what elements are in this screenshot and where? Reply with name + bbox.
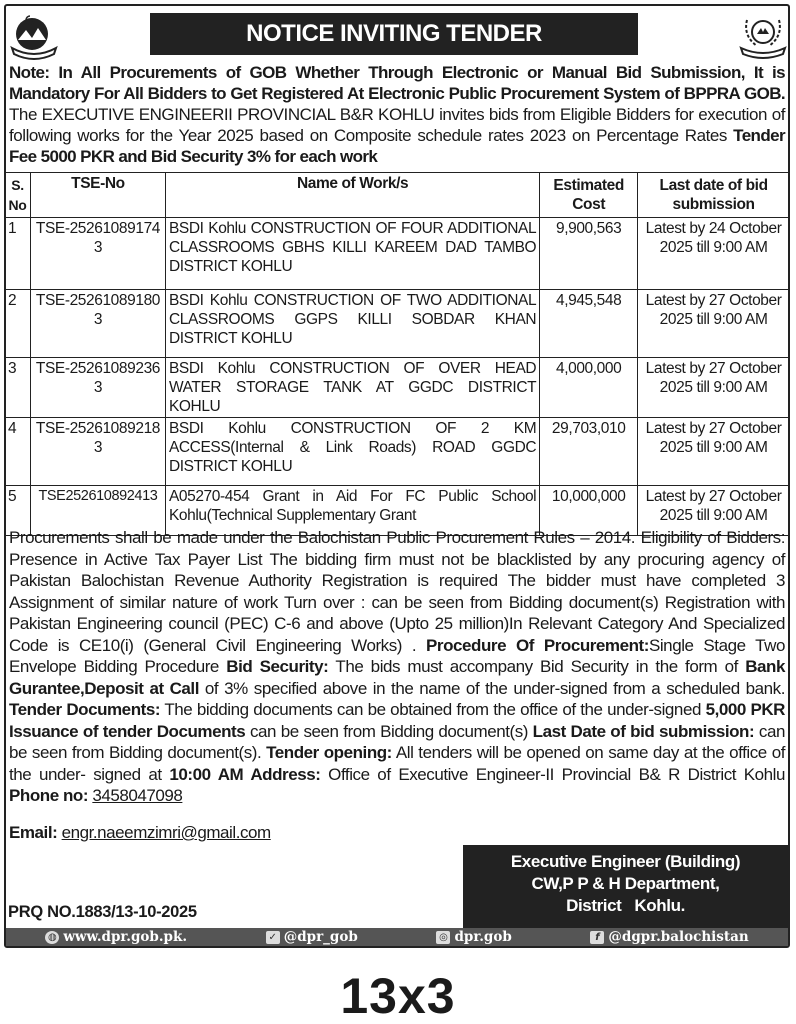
- ad-size-code: 13x3: [340, 968, 456, 1024]
- table-header-row: [5, 173, 790, 218]
- opening-time-address-label: 10:00 AM Address:: [169, 764, 321, 784]
- header-sno: S. No: [5, 173, 31, 218]
- header-estimated-cost: Estimated Cost: [540, 173, 638, 218]
- balochistan-government-emblem-icon: [8, 10, 60, 62]
- tender-fee-text: Tender Fee 5000 PKR and Bid Security 3% for each work: [9, 126, 785, 166]
- row-work-name: A05270-454 Grant in Aid For FC Public School Kohlu(Technical Supplementary Grant: [165, 486, 539, 536]
- row-work-name: BSDI Kohlu CONSTRUCTION OF 2 KM ACCESS(Internal & Link Roads) ROAD GGDC DISTRICT KOHLU: [165, 418, 539, 486]
- footer-contact-bar: [6, 928, 788, 946]
- email-label: Email:: [9, 823, 58, 842]
- tender-opening-text: All tenders will be opened on same day at the office of the under- signed at: [9, 743, 785, 784]
- signature-department: CW,P P & H Department,: [531, 874, 720, 893]
- table-row: [5, 218, 790, 290]
- table-row: [5, 290, 790, 358]
- twitter-handle: @dpr_gob: [283, 929, 358, 945]
- globe-icon: ◍: [45, 931, 59, 944]
- facebook-icon: f: [590, 931, 604, 944]
- table-row: [5, 358, 790, 418]
- footer-instagram[interactable]: [436, 928, 511, 946]
- row-work-name: BSDI Kohlu CONSTRUCTION OF TWO ADDITIONAL CLASSROOMS GGPS KILLI SOBDAR KHAN DISTRICT KOHLU: [165, 290, 539, 358]
- prq-number: PRQ NO.1883/13-10-2025: [8, 903, 197, 921]
- notice-title: NOTICE INVITING TENDER: [150, 13, 638, 55]
- website-text: www.dpr.gob.pk.: [63, 929, 188, 945]
- row-tse-no: TSE-252610891743: [30, 218, 165, 290]
- tender-documents-label: Tender Documents:: [9, 700, 161, 719]
- row-last-date: Latest by 27 October 2025 till 9:00 AM: [638, 486, 790, 536]
- row-tse-no: TSE-252610892363: [30, 358, 165, 418]
- row-estimated-cost: 4,945,548: [540, 290, 638, 358]
- row-sno: 1: [5, 218, 31, 290]
- header-last-date: Last date of bid submission: [638, 173, 790, 218]
- signature-block: [463, 845, 788, 928]
- row-last-date: Latest by 27 October 2025 till 9:00 AM: [638, 358, 790, 418]
- issuance-fee-text: 5,000 PKR Issuance of tender Documents: [9, 700, 786, 741]
- header-tse-no: TSE-No: [30, 173, 165, 218]
- tender-works-table: [4, 172, 790, 536]
- bid-security-label: Bid Security:: [226, 657, 329, 676]
- footer-website[interactable]: [45, 928, 187, 946]
- footer-facebook[interactable]: [590, 928, 748, 946]
- intro-paragraph: [9, 62, 785, 167]
- twitter-icon: ✓: [266, 931, 280, 944]
- email-line: [9, 823, 271, 843]
- table-row: [5, 418, 790, 486]
- terms-paragraph: [9, 527, 785, 807]
- row-last-date: Latest by 24 October 2025 till 9:00 AM: [638, 218, 790, 290]
- instagram-icon: ◎: [436, 931, 450, 944]
- signature-district: District Kohlu.: [566, 896, 685, 915]
- row-sno: 4: [5, 418, 31, 486]
- row-estimated-cost: 4,000,000: [540, 358, 638, 418]
- phone-label: Phone no:: [9, 786, 89, 805]
- bid-security-text: The bids must accompany Bid Security in the form of: [328, 657, 746, 676]
- eligibility-text: Procurements shall be made under the Balochistan Public Procurement Rules – 2014. Eligibility of Bidders: Presence in Active Tax Payer List The bidding firm must not be blacklisted by any procuring agency of Pakistan Balochistan Revenue Authority Registration is required The bidder must have completed 3 Assignment of similar nature of work Turn over : can be seen from Bidding document(s) Registration with Pakistan Engineering council (PEC) C-6 and above (Upto 25 million)In Relevant Category And Specialized Code is CE10(i) (General Civil Engineering Works) .: [9, 528, 785, 655]
- row-estimated-cost: 9,900,563: [540, 218, 638, 290]
- signature-title: Executive Engineer (Building): [510, 852, 741, 871]
- email-link[interactable]: engr.naeemzimri@gmail.com: [61, 823, 271, 842]
- facebook-handle: @dgpr.balochistan: [608, 929, 749, 945]
- procedure-text: Single Stage Two Envelope Bidding Procedure: [9, 635, 785, 676]
- row-tse-no: TSE-252610892183: [30, 418, 165, 486]
- row-sno: 3: [5, 358, 31, 418]
- row-sno: 2: [5, 290, 31, 358]
- row-last-date: Latest by 27 October 2025 till 9:00 AM: [638, 418, 790, 486]
- registration-note: Note: In All Procurements of GOB Whether Through Electronic or Manual Bid Submission, It is Mandatory For All Bidders to Get Registered At Electronic Public Procurement System of BPPRA GOB.: [9, 63, 785, 103]
- bid-security-text-2: of 3% specified above in the name of the under-signed from a scheduled bank.: [198, 678, 785, 698]
- bank-guarantee-text: Bank Gurantee,Deposit at Call: [9, 657, 785, 698]
- tender-documents-text-2: can be seen from Bidding document(s): [245, 721, 533, 741]
- intro-text: The EXECUTIVE ENGINEERII PROVINCIAL B&R KOHLU invites bids from Eligible Bidders for execution of following works for the Year 2025 based on Composite schedule rates 2023 on Percentage Rates: [9, 105, 785, 145]
- row-tse-no: TSE252610892413: [30, 486, 165, 536]
- row-estimated-cost: 29,703,010: [540, 418, 638, 486]
- dgpr-emblem-icon: [737, 10, 789, 62]
- procedure-label: Procedure Of Procurement:: [426, 635, 649, 655]
- tender-documents-text: The bidding documents can be obtained from the office of the under-signed: [160, 700, 706, 719]
- header-name-of-work: Name of Work/s: [165, 173, 539, 218]
- row-work-name: BSDI Kohlu CONSTRUCTION OF OVER HEAD WATER STORAGE TANK AT GGDC DISTRICT KOHLU: [165, 358, 539, 418]
- footer-twitter[interactable]: [266, 928, 358, 946]
- row-sno: 5: [5, 486, 31, 536]
- row-last-date: Latest by 27 October 2025 till 9:00 AM: [638, 290, 790, 358]
- last-date-label: Last Date of bid submission:: [532, 721, 755, 741]
- row-estimated-cost: 10,000,000: [540, 486, 638, 536]
- address-text: Office of Executive Engineer-II Provincial B& R District Kohlu: [320, 764, 785, 784]
- phone-link[interactable]: 3458047098: [92, 786, 183, 805]
- tender-opening-label: Tender opening:: [266, 743, 392, 762]
- row-tse-no: TSE-252610891803: [30, 290, 165, 358]
- instagram-handle: dpr.gob: [454, 929, 512, 945]
- row-work-name: BSDI Kohlu CONSTRUCTION OF FOUR ADDITIONAL CLASSROOMS GBHS KILLI KAREEM DAD TAMBO DISTRICT KOHLU: [165, 218, 539, 290]
- last-date-text: can be seen from Bidding document(s).: [9, 721, 785, 762]
